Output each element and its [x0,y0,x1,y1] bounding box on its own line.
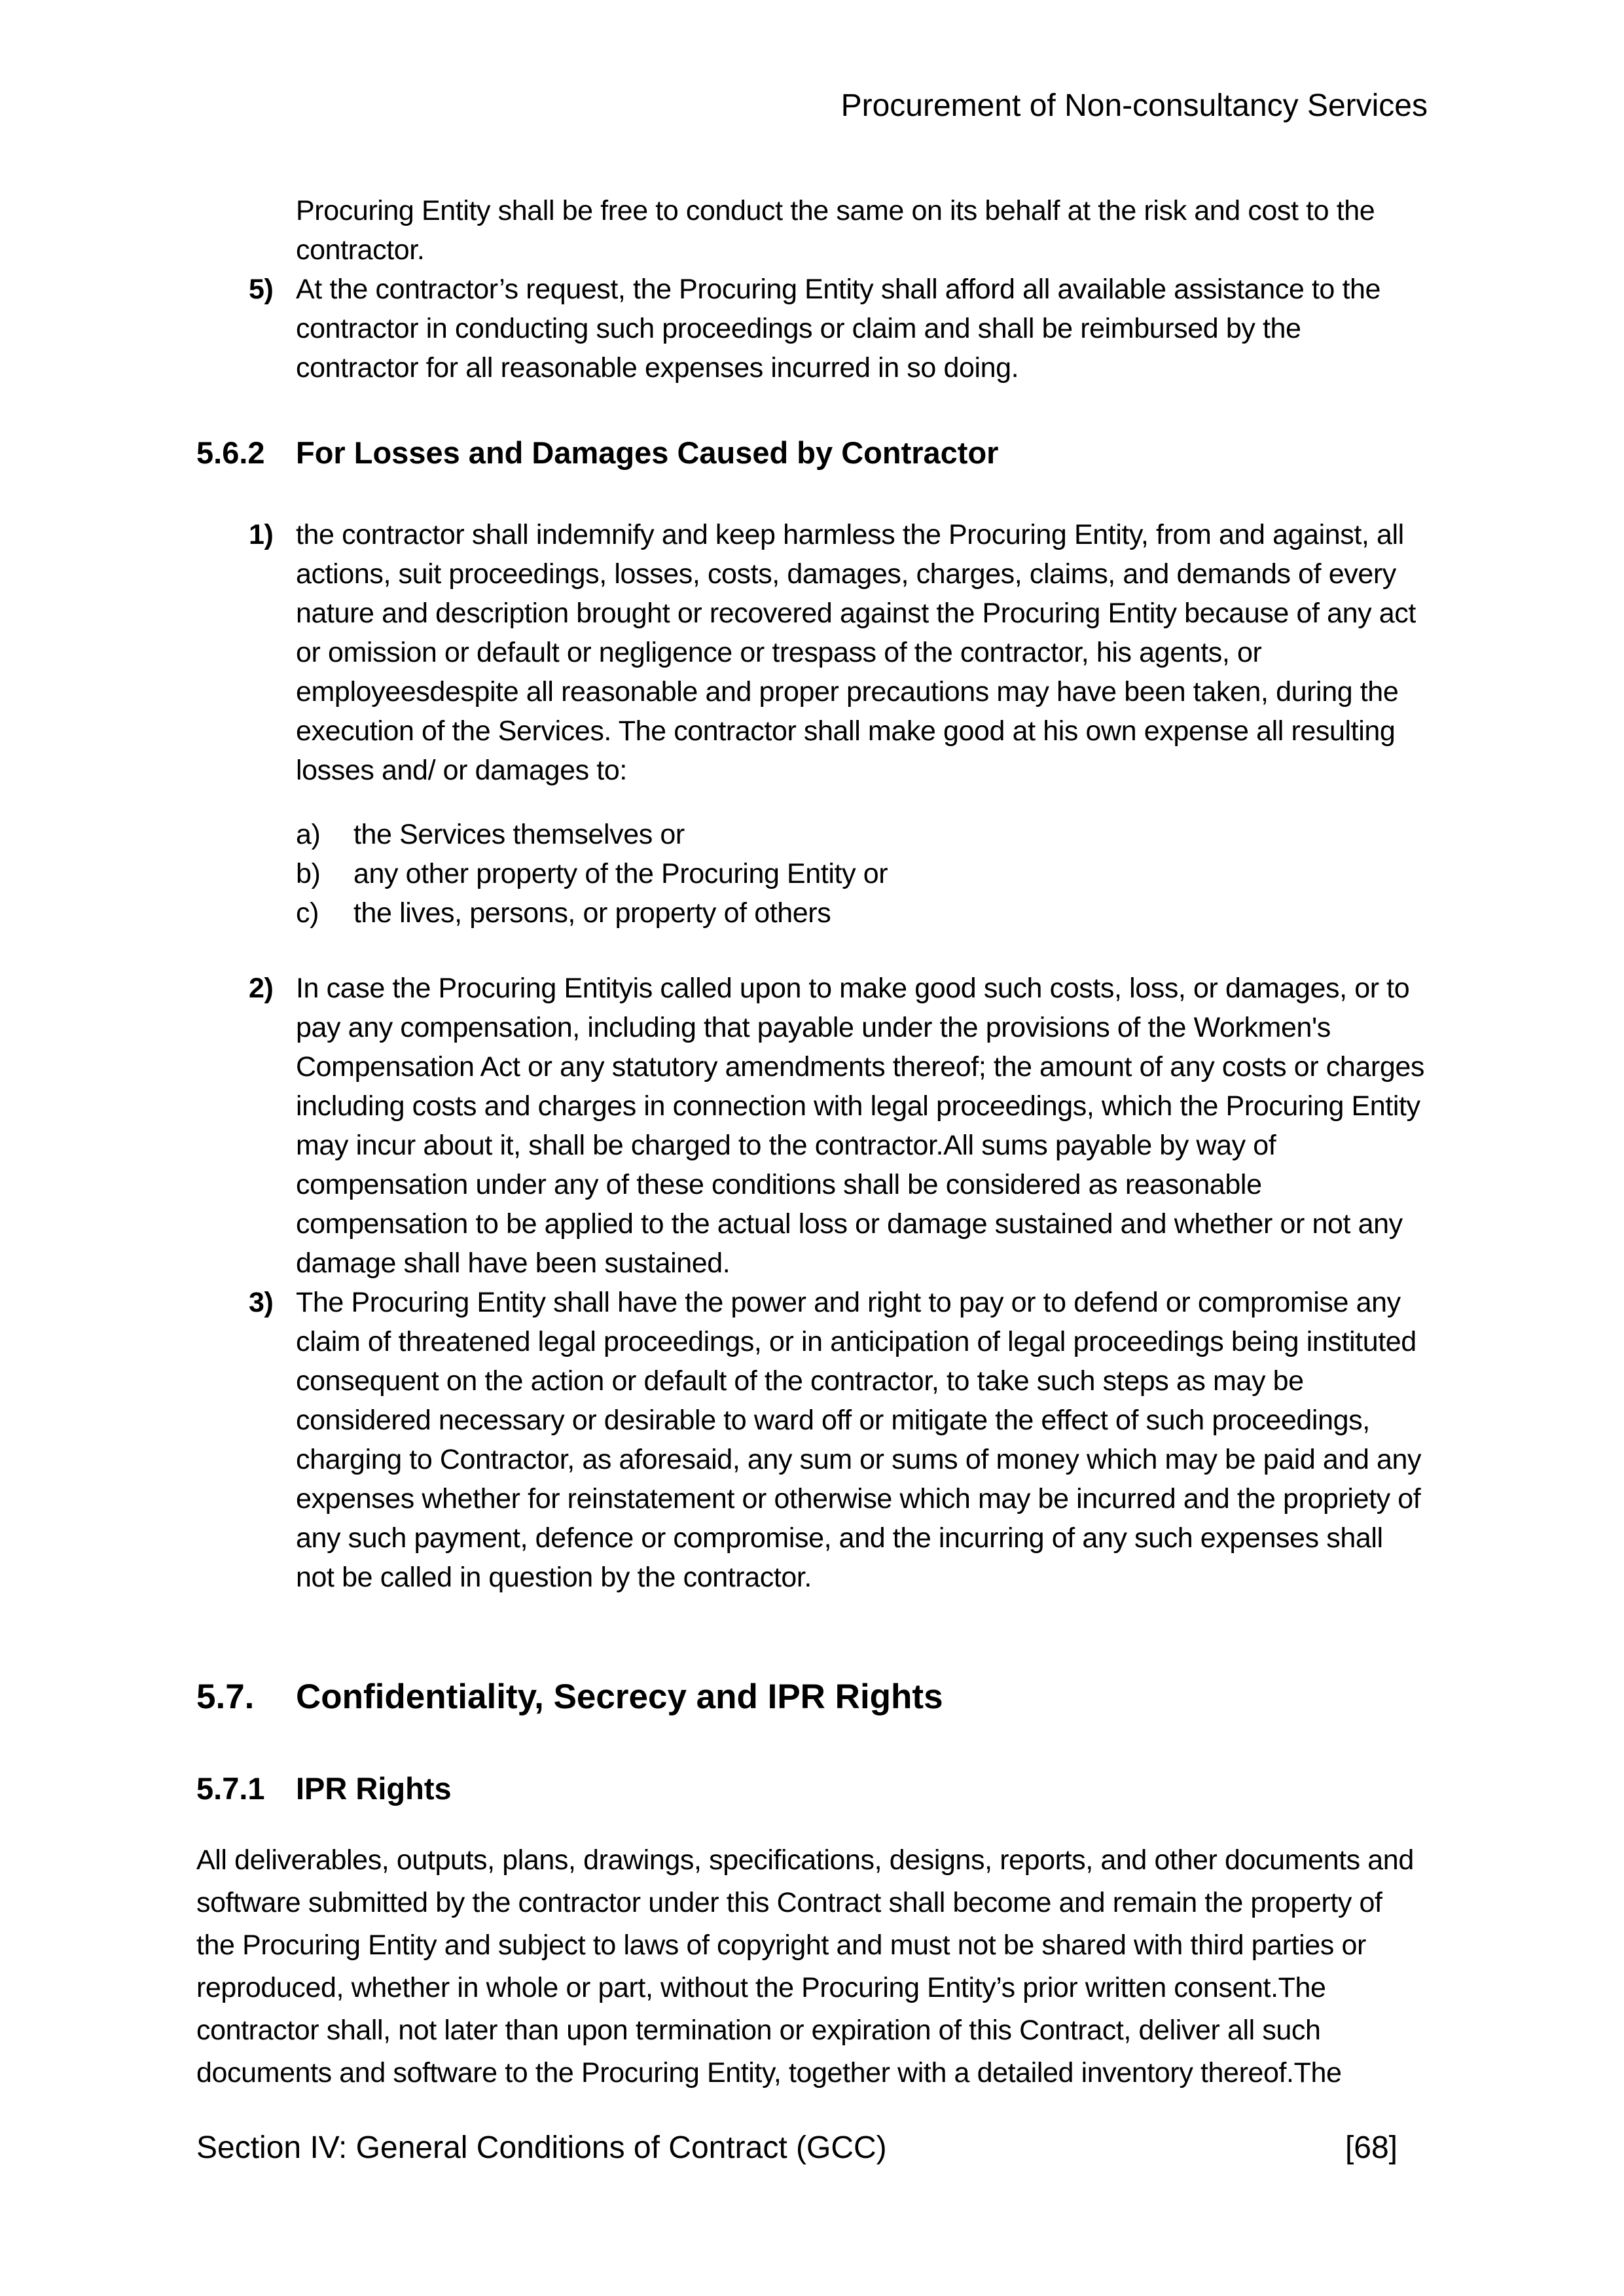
sublist-text-c: the lives, persons, or property of others [353,897,831,929]
section-number-5-6-2: 5.6.2 [196,435,265,470]
sublist-marker-b: b) [296,858,321,889]
sublist-item-c [196,893,1428,933]
sublist-item-b [196,854,1428,893]
paragraph-continuation: Procuring Entity shall be free to conduct the same on its behalf at the risk and cost to the contractor. [296,195,1375,266]
list-marker-2: 2) [249,973,274,1004]
sublist-text-b: any other property of the Procuring Entity or [353,858,888,889]
section-number-5-7-1: 5.7.1 [196,1771,265,1806]
section-heading-5-7 [196,1676,1428,1719]
list-text-1: the contractor shall indemnify and keep harmless the Procuring Entity, from and against, all actions, suit proceedings, losses, costs, damages, charges, claims, and demands of every nature and description brought or recovered against the Procuring Entity because of any act or omission or default or negligence or trespass of the contractor, his agents, or employeesdespite all reasonable and proper precautions may have been taken, during the execution of the Services. The contractor shall make good at his own expense all resulting losses and/ or damages to: [296,519,1416,786]
list-marker-1: 1) [249,519,274,550]
section-title-5-6-2: For Losses and Damages Caused by Contractor [296,435,999,470]
paragraph-ipr-rights: All deliverables, outputs, plans, drawings, specifications, designs, reports, and other documents and software submitted by the contractor under this Contract shall become and remain the property of the Procuring Entity and subject to laws of copyright and must not be shared with third parties or reproduced, whether in whole or part, without the Procuring Entity’s prior written consent.The contractor shall, not later than upon termination or expiration of this Contract, deliver all such documents and software to the Procuring Entity, together with a detailed inventory thereof.The [196,1844,1414,2089]
section-title-5-7-1: IPR Rights [296,1771,452,1806]
section-heading-5-7-1 [196,1768,1428,1809]
list-item-2 [196,969,1428,1283]
list-text-2: In case the Procuring Entityis called upon to make good such costs, loss, or damages, or to pay any compensation, including that payable under the provisions of the Workmen's Compensation Act or any statutory amendments thereof; the amount of any costs or charges including costs and charges in connection with legal proceedings, which the Procuring Entity may incur about it, shall be charged to the contractor.All sums payable by way of compensation under any of these conditions shall be considered as reasonable compensation to be applied to the actual loss or damage sustained and whether or not any damage shall have been sustained. [296,973,1424,1279]
page-header: Procurement of Non-consultancy Services [840,88,1428,123]
letter-sublist [196,815,1428,933]
section-title-5-7: Confidentiality, Secrecy and IPR Rights [296,1677,943,1716]
list-marker-5: 5) [249,274,274,305]
sublist-item-a [196,815,1428,854]
list-text-5: At the contractor’s request, the Procuring Entity shall afford all available assistance to the contractor in conducting such proceedings or claim and shall be reimbursed by the contractor for all reasonable expenses incurred in so doing. [296,274,1381,384]
section-number-5-7: 5.7. [196,1677,255,1716]
page-footer [196,2129,1428,2167]
list-marker-3: 3) [249,1287,274,1318]
list-item-3 [196,1283,1428,1597]
sublist-marker-a: a) [296,819,321,850]
list-item-5 [196,270,1428,387]
sublist-marker-c: c) [296,897,319,929]
document-content [196,191,1428,2094]
footer-page-number: [68] [1344,2130,1398,2165]
list-item-1 [196,515,1428,790]
sublist-text-a: the Services themselves or [353,819,685,850]
list-text-3: The Procuring Entity shall have the power and right to pay or to defend or compromise any claim of threatened legal proceedings, or in anticipation of legal proceedings being instituted consequent on the action or default of the contractor, to take such steps as may be considered necessary or desirable to ward off or mitigate the effect of such proceedings, charging to Contractor, as aforesaid, any sum or sums of money which may be paid and any expenses whether for reinstatement or otherwise which may be incurred and the propriety of any such payment, defence or compromise, and the incurring of any such expenses shall not be called in question by the contractor. [296,1287,1422,1593]
footer-section-label: Section IV: General Conditions of Contract (GCC) [196,2130,887,2165]
section-heading-5-6-2 [196,433,1428,473]
